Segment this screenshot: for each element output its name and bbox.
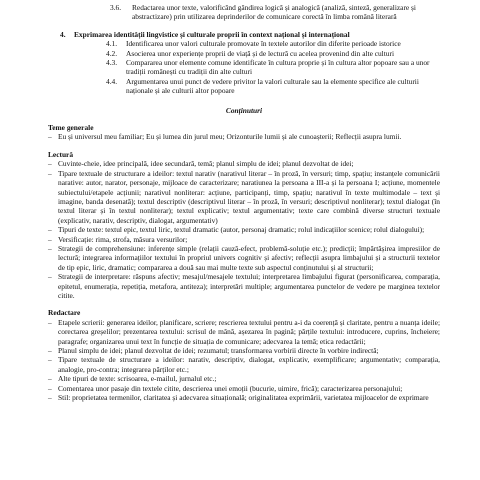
objective-3-6 — [48, 3, 440, 22]
objective-text: Argumentarea unui punct de vedere privitor la valori culturale sau la elemente specifice ale culturii naționale și ale culturii altor popoare — [126, 76, 419, 96]
objective-4-3 — [48, 58, 440, 77]
list-item: – Tipuri de texte: textul epic, textul liric, textul dramatic (autor, personaj dramatic; rolul indicațiilor scenice; rolul dialogului); — [48, 225, 425, 235]
dash-bullet: – — [48, 168, 52, 178]
list-item: – Tipare textuale de structurare a ideilor: textul narativ (narativul literar – în proză, în versuri; timp, spațiu; instanțele comunicării narative: autor, narator, personaje, mijloace de caracterizare; naratiunea la persoana a III-a și la persoana I; acțiune, momentele subiectului/etapele acțiunii; narativul nonliterar: acțiune, participanți, timp, spațiu; narativul în texte multimodale – text și imagine, banda desenată); textul descriptiv (descriptivul literar – în proză, în versuri; descriptivul nonliterar); textul dialogat (în textul literar și în textul nonliterar); textul explicativ; textul argumentativ; texte care combină diverse structuri textuale (explicativ, narativ, descriptiv, dialogat, argumentativ) — [48, 168, 440, 225]
objective-number: 3.6. — [110, 3, 122, 12]
dash-bullet: – — [48, 346, 52, 355]
objective-number: 4. — [60, 29, 66, 39]
list-item: – Strategii de interpretare: răspuns afectiv; mesajul/mesajele textului; interpretarea limbajului figurat (personificarea, comparația, epitetul, enumerația, repetiția, metafora, antiteza); interpretări multiple; argumentarea punctelor de vedere pe marginea textelor citite. — [48, 272, 440, 300]
dash-bullet: – — [48, 317, 52, 327]
dash-bullet: – — [48, 374, 52, 384]
dash-bullet: – — [48, 355, 52, 365]
objective-4-4 — [48, 77, 440, 96]
list-item: – Stil: proprietatea termenilor, claritatea și adecvarea situațională; originalitatea exprimării, varietatea mijloacelor de exprimare — [48, 393, 429, 403]
list-item: – Planul simplu de idei; planul dezvoltat de idei; rezumatul; transformarea vorbirii directe în vorbire indirectă; — [48, 346, 379, 355]
dash-bullet: – — [48, 132, 52, 142]
list-item: – Alte tipuri de texte: scrisoarea, e-mailul, jurnalul etc.; — [48, 374, 217, 384]
dash-bullet: – — [48, 243, 52, 253]
dash-bullet: – — [48, 225, 52, 235]
objective-number: 4.2. — [106, 48, 118, 58]
objective-text: Exprimarea identității lingvistice și culturale proprii în context național și internațional — [74, 29, 350, 39]
dash-bullet: – — [48, 159, 52, 169]
objective-text: Compararea unor elemente comune identificate în cultura proprie și în cultura altor popoare sau a unor tradiții românești cu tradiții din alte culturi — [126, 58, 430, 77]
objective-number: 4.1. — [106, 39, 118, 49]
continuturi-title: Conținuturi — [225, 105, 263, 115]
redactare-heading: Redactare — [48, 308, 81, 318]
objective-text: Redactarea unor texte, valorificând gândirea logică și analogică (analiză, sinteză, generalizare și abstractizare) prin utilizarea deprinderilor de comunicare corectă în limba română literară — [132, 3, 416, 22]
objective-text: Identificarea unor valori culturale promovate în textele autorilor din diferite perioade istorice — [126, 39, 401, 49]
list-item: – Strategii de comprehensiune: inferențe simple (relații cauză-efect, problemă-soluție etc.); predicții; împărtășirea impresiilor de lectură; integrarea informațiilor textului în propriul univers cognitiv și afectiv; reflecții asupra limbajului și a structurii textelor de tip epic, liric, dramatic; compararea a două sau mai multe texte sub aspectul conținutului și al structurii; — [48, 243, 440, 272]
list-item: – Cuvinte-cheie, idee principală, idee secundară, temă; planul simplu de idei; planul dezvoltat de idei; — [48, 159, 354, 169]
list-item: – Eu și universul meu familiar; Eu și lumea din jurul meu; Orizonturile lumii și ale cunoașterii; Reflecții asupra lumii. — [48, 132, 402, 142]
objective-4 — [48, 30, 440, 39]
dash-bullet: – — [48, 393, 52, 403]
list-item: – Versificație: rima, strofa, măsura versurilor; — [48, 234, 188, 244]
dash-bullet: – — [48, 234, 52, 244]
teme-generale-heading: Teme generale — [48, 123, 94, 133]
list-item: – Tipare textuale de structurare a ideilor: narativ, descriptiv, dialogat, explicativ, exemplificare; argumentativ; comparația, analogie, pro-contra; integrarea părților etc.; — [48, 355, 440, 374]
objective-text: Asocierea unor experiențe proprii de viață și de lectură cu acelea provenind din alte culturi — [126, 48, 394, 58]
lectura-heading: Lectură — [48, 149, 74, 159]
list-item: – Etapele scrierii: generarea ideilor, planificare, scriere; rescrierea textului pentru a-i da coerență și claritate, pentru a nuanța ideile; corectarea greșelilor; prezentarea textului: scrisul de mână, așezarea în pagină; părțile textului: introducere, cuprins, încheiere; paragrafe; organizarea unui text în funcție de situația de comunicare; adecvarea la temă; etica redactării; — [48, 317, 440, 346]
objective-4-2 — [48, 49, 440, 58]
objective-number: 4.3. — [106, 58, 118, 68]
dash-bullet: – — [48, 383, 52, 393]
objective-number: 4.4. — [106, 76, 118, 86]
dash-bullet: – — [48, 272, 52, 282]
objective-4-1 — [48, 39, 440, 48]
list-item: – Comentarea unor pasaje din textele citite, descrierea unei emoții (bucurie, uimire, frică); caracterizarea personajului; — [48, 383, 403, 393]
